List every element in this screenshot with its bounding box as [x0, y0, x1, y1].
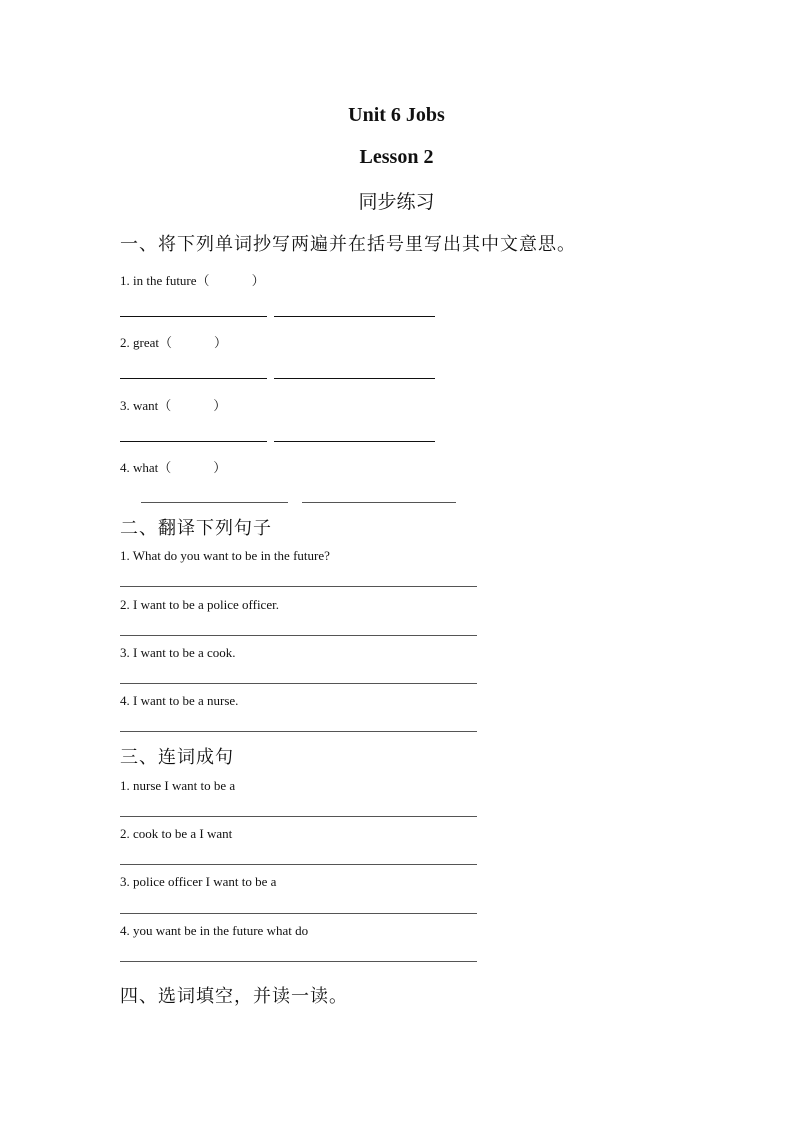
s1-item-3-open-paren: （: [158, 398, 172, 413]
unit-title: Unit 6 Jobs: [348, 104, 445, 126]
s1-item-1-write-line-2[interactable]: [274, 316, 435, 317]
s1-item-3-write-line-1[interactable]: [120, 441, 267, 442]
s1-item-3: [120, 395, 226, 414]
s1-item-4-write-line-2[interactable]: [302, 502, 456, 503]
s1-item-1: [120, 270, 265, 289]
lesson-title: Lesson 2: [359, 146, 434, 168]
s2-item-3-answer-line[interactable]: [120, 683, 477, 684]
s1-item-2-write-line-1[interactable]: [120, 378, 267, 379]
s3-item-4-answer-line[interactable]: [120, 961, 477, 962]
s1-item-4-close-paren: ）: [213, 460, 227, 475]
s3-item-3: 3. police officer I want to be a: [120, 874, 277, 889]
section-3-heading: 三、连词成句: [120, 747, 234, 768]
s1-item-2-text: 2. great: [120, 335, 159, 350]
s3-item-2: 2. cook to be a I want: [120, 826, 233, 841]
s2-item-2: 2. I want to be a police officer.: [120, 597, 279, 612]
s2-item-1-answer-line[interactable]: [120, 586, 477, 587]
s2-item-2-answer-line[interactable]: [120, 635, 477, 636]
s1-item-3-text: 3. want: [120, 398, 159, 413]
s1-item-4-text: 4. what: [120, 460, 159, 475]
worksheet-subtitle: 同步练习: [358, 191, 435, 213]
s1-item-1-close-paren: ）: [251, 273, 265, 288]
s1-item-2-write-line-2[interactable]: [274, 378, 435, 379]
s2-item-3: 3. I want to be a cook.: [120, 645, 236, 660]
s2-item-4-answer-line[interactable]: [120, 731, 477, 732]
s2-item-1: 1. What do you want to be in the future?: [120, 548, 330, 563]
s1-item-2: [120, 332, 227, 351]
s1-item-2-open-paren: （: [158, 335, 172, 350]
section-2-heading: 二、翻译下列句子: [120, 518, 272, 539]
s1-item-3-close-paren: ）: [213, 398, 227, 413]
section-4-heading: 四、选词填空，并读一读。: [120, 986, 348, 1007]
s3-item-1: 1. nurse I want to be a: [120, 778, 236, 793]
s1-item-1-write-line-1[interactable]: [120, 316, 267, 317]
s3-item-1-answer-line[interactable]: [120, 816, 477, 817]
s3-item-2-answer-line[interactable]: [120, 864, 477, 865]
s2-item-4: 4. I want to be a nurse.: [120, 693, 239, 708]
s3-item-4: 4. you want be in the future what do: [120, 923, 309, 938]
s1-item-4: [120, 457, 226, 476]
s1-item-2-close-paren: ）: [214, 335, 228, 350]
s1-item-1-text: 1. in the future: [120, 273, 197, 288]
s1-item-4-write-line-1[interactable]: [141, 502, 288, 503]
s3-item-3-answer-line[interactable]: [120, 913, 477, 914]
s1-item-4-open-paren: （: [158, 460, 172, 475]
section-1-heading: 一、将下列单词抄写两遍并在括号里写出其中文意思。: [120, 234, 576, 255]
s1-item-1-open-paren: （: [196, 273, 210, 288]
s1-item-3-write-line-2[interactable]: [274, 441, 435, 442]
